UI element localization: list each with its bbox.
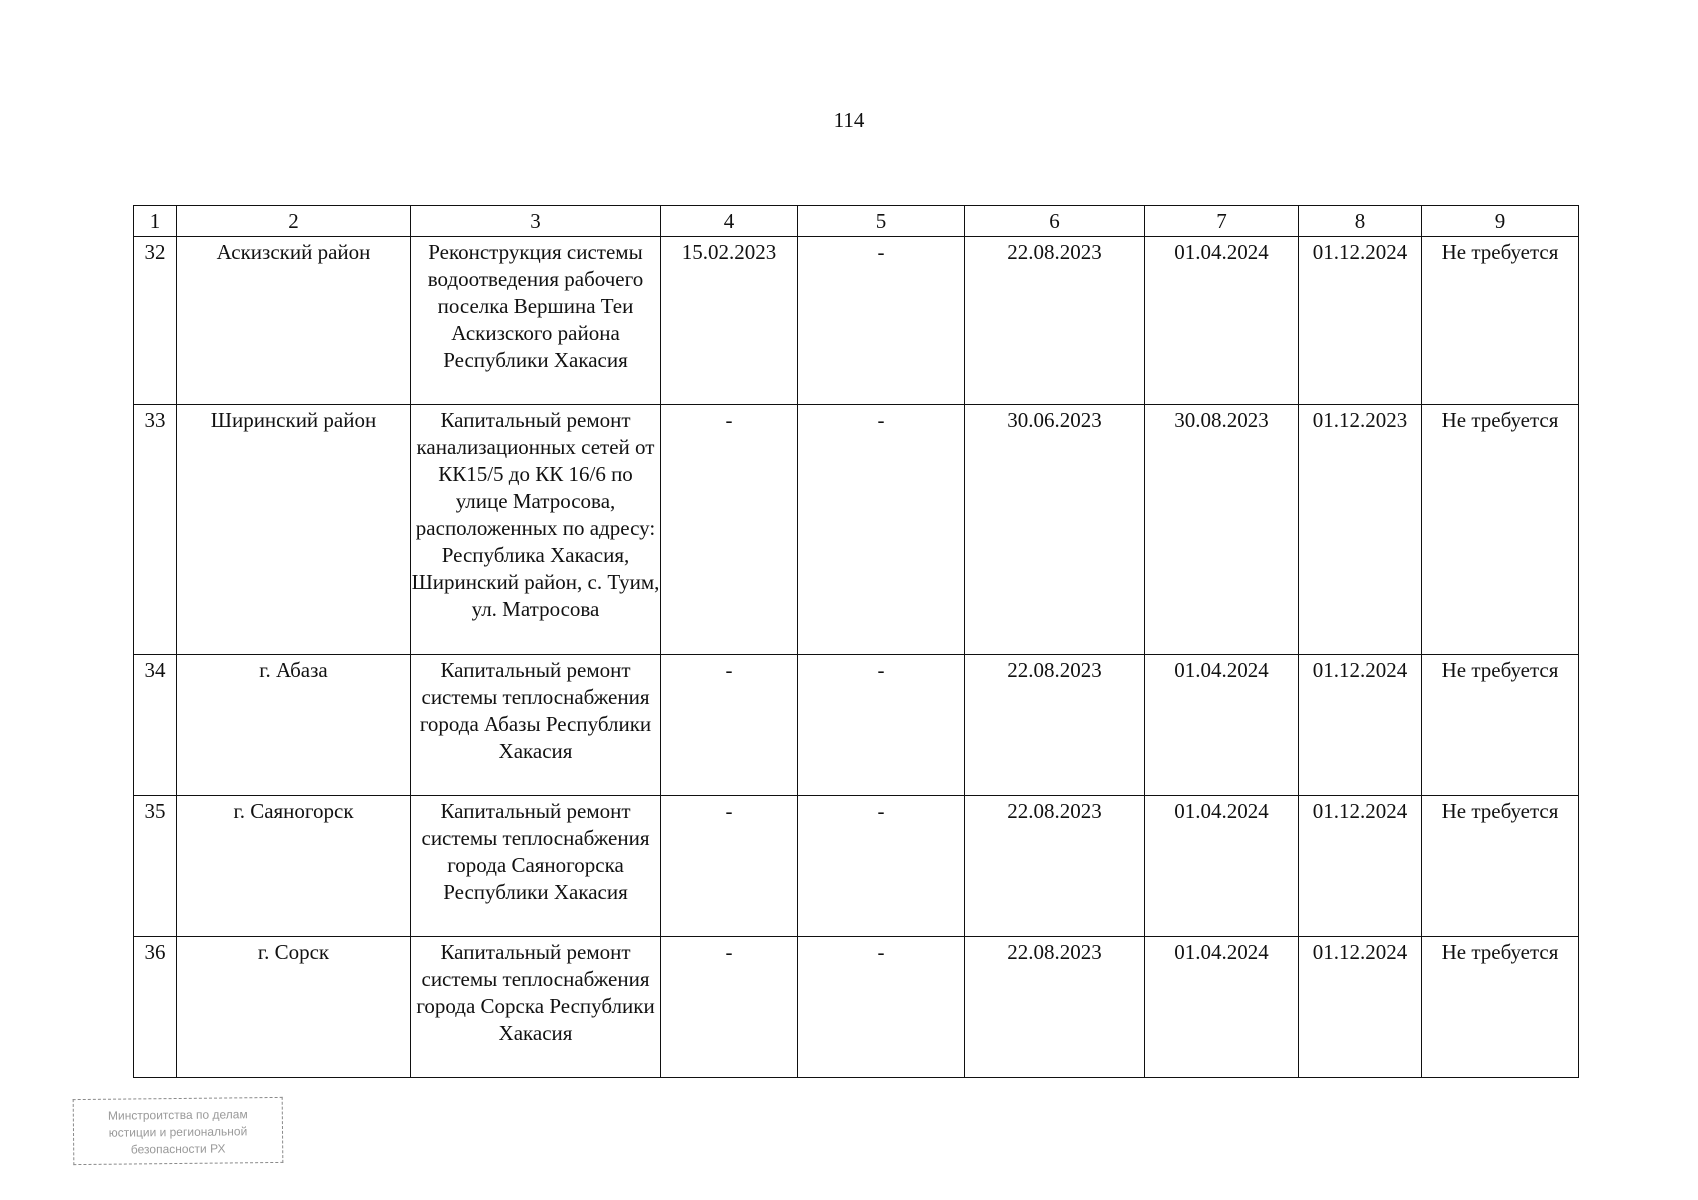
- date-cell: 01.04.2024: [1145, 937, 1299, 1078]
- stamp-line: Минстроитства по делам: [107, 1107, 248, 1123]
- status-cell: Не требуется: [1422, 655, 1579, 796]
- column-number-cell: 5: [798, 206, 965, 237]
- date-cell: -: [798, 405, 965, 655]
- column-number-cell: 1: [134, 206, 177, 237]
- project-name-cell: Реконструкция системы водоотведения рабочего поселка Вершина Теи Аскизского района Республики Хакасия: [411, 237, 661, 405]
- status-cell: Не требуется: [1422, 937, 1579, 1078]
- municipality-cell: г. Сорск: [177, 937, 411, 1078]
- date-cell: 01.12.2024: [1299, 937, 1422, 1078]
- date-cell: 01.04.2024: [1145, 796, 1299, 937]
- date-cell: -: [661, 937, 798, 1078]
- date-cell: -: [798, 655, 965, 796]
- status-cell: Не требуется: [1422, 237, 1579, 405]
- column-number-cell: 6: [965, 206, 1145, 237]
- status-cell: Не требуется: [1422, 405, 1579, 655]
- table-row: [134, 237, 1579, 405]
- project-name-cell: Капитальный ремонт системы теплоснабжения города Сорска Республики Хакасия: [411, 937, 661, 1078]
- row-number-cell: 32: [134, 237, 177, 405]
- row-number-cell: 36: [134, 937, 177, 1078]
- date-cell: 01.12.2024: [1299, 237, 1422, 405]
- status-cell: Не требуется: [1422, 796, 1579, 937]
- date-cell: -: [798, 237, 965, 405]
- date-cell: 01.12.2023: [1299, 405, 1422, 655]
- row-number-cell: 33: [134, 405, 177, 655]
- table-row: [134, 937, 1579, 1078]
- date-cell: -: [661, 405, 798, 655]
- column-number-cell: 7: [1145, 206, 1299, 237]
- date-cell: -: [661, 655, 798, 796]
- project-name-cell: Капитальный ремонт системы теплоснабжения города Саяногорска Республики Хакасия: [411, 796, 661, 937]
- column-number-row: [134, 206, 1579, 237]
- date-cell: 01.04.2024: [1145, 655, 1299, 796]
- column-number-cell: 2: [177, 206, 411, 237]
- row-number-cell: 35: [134, 796, 177, 937]
- column-number-cell: 9: [1422, 206, 1579, 237]
- date-cell: -: [798, 796, 965, 937]
- date-cell: 22.08.2023: [965, 937, 1145, 1078]
- date-cell: 15.02.2023: [661, 237, 798, 405]
- municipality-cell: г. Абаза: [177, 655, 411, 796]
- date-cell: -: [798, 937, 965, 1078]
- column-number-cell: 8: [1299, 206, 1422, 237]
- column-number-cell: 3: [411, 206, 661, 237]
- date-cell: 22.08.2023: [965, 237, 1145, 405]
- date-cell: 01.12.2024: [1299, 655, 1422, 796]
- project-name-cell: Капитальный ремонт системы теплоснабжения города Абазы Республики Хакасия: [411, 655, 661, 796]
- schedule-table: [133, 205, 1579, 1078]
- stamp-line: безопасности РХ: [130, 1141, 226, 1157]
- date-cell: 01.04.2024: [1145, 237, 1299, 405]
- stamp-line: юстиции и региональной: [108, 1124, 248, 1140]
- municipality-cell: Аскизский район: [177, 237, 411, 405]
- date-cell: 01.12.2024: [1299, 796, 1422, 937]
- office-stamp: [73, 1097, 284, 1165]
- date-cell: 30.06.2023: [965, 405, 1145, 655]
- municipality-cell: Ширинский район: [177, 405, 411, 655]
- page-number: 114: [833, 108, 865, 132]
- row-number-cell: 34: [134, 655, 177, 796]
- date-cell: 22.08.2023: [965, 655, 1145, 796]
- table-row: [134, 796, 1579, 937]
- date-cell: 30.08.2023: [1145, 405, 1299, 655]
- date-cell: 22.08.2023: [965, 796, 1145, 937]
- municipality-cell: г. Саяногорск: [177, 796, 411, 937]
- table-row: [134, 655, 1579, 796]
- table-row: [134, 405, 1579, 655]
- column-number-cell: 4: [661, 206, 798, 237]
- project-name-cell: Капитальный ремонт канализационных сетей от КК15/5 до КК 16/6 по улице Матросова, расположенных по адресу: Республика Хакасия, Ширинский район, с. Туим, ул. Матросова: [411, 405, 661, 655]
- date-cell: -: [661, 796, 798, 937]
